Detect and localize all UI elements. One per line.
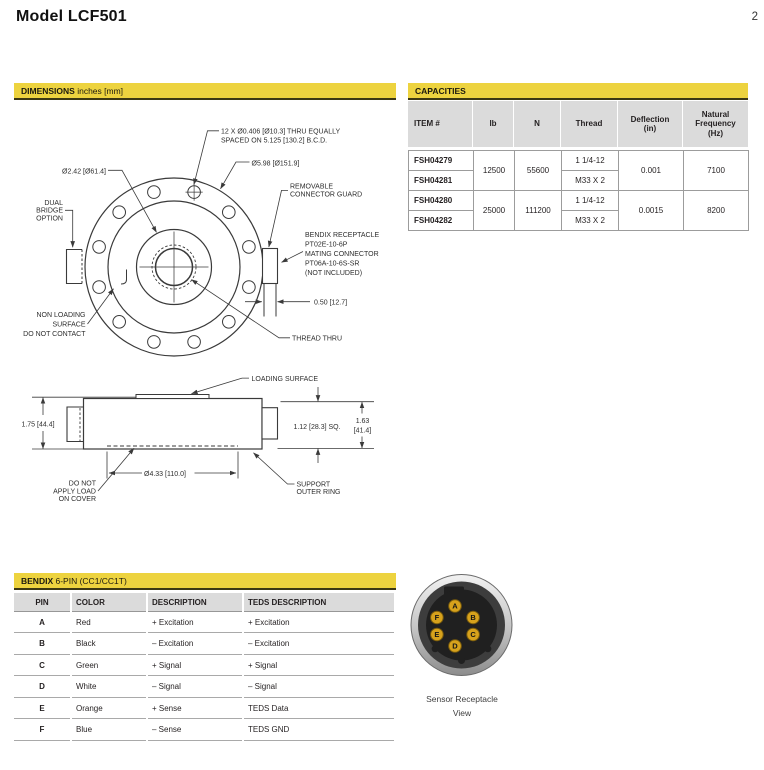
label-guard-width: 0.50 [12.7] (314, 299, 348, 307)
col-header-teds: TEDS DESCRIPTION (244, 593, 394, 612)
label-no-load-1: DO NOT (68, 480, 96, 488)
dimensions-bar-title: DIMENSIONS (21, 86, 75, 96)
pin-table-header (14, 593, 396, 612)
label-bolt-callout-2: SPACED ON 5.125 [130.2] B.C.D. (221, 137, 328, 145)
page-number: 2 (751, 11, 758, 23)
pin-row-a: A Red + Excitation + Excitation (14, 612, 396, 634)
label-thread-thru: THREAD THRU (292, 335, 343, 343)
bendix-panel (14, 573, 396, 741)
sensor-receptacle-figure (399, 567, 525, 689)
label-square: 1.12 [28.3] SQ. (293, 423, 341, 431)
bendix-bar-title: BENDIX (21, 576, 54, 586)
label-support-ring-2: OUTER RING (296, 489, 341, 497)
col-header-lb: lb (473, 101, 513, 147)
item-number: FSH04279 (409, 151, 474, 171)
dimensions-section-bar (14, 83, 396, 100)
label-no-load-2: APPLY LOAD (53, 488, 96, 496)
label-support-ring-1: SUPPORT (296, 481, 331, 489)
deflection-value: 0.001 (619, 151, 684, 191)
capacities-panel (408, 83, 748, 231)
label-non-loading-1: NON LOADING (36, 312, 86, 319)
capacity-lb: 12500 (474, 151, 515, 191)
col-header-n: N (514, 101, 560, 147)
item-number: FSH04282 (409, 211, 474, 231)
pin-row-b: B Black – Excitation – Excitation (14, 633, 396, 655)
label-cover-dia: Ø4.33 [110.0] (144, 470, 186, 478)
label-connector-guard-2: CONNECTOR GUARD (290, 191, 363, 199)
pin-row-c: C Green + Signal + Signal (14, 655, 396, 677)
pin-row-e: E Orange + Sense TEDS Data (14, 698, 396, 720)
col-header-pin: PIN (14, 593, 70, 612)
thread-size: M33 X 2 (562, 211, 619, 231)
col-header-natfreq: Natural Frequency (Hz) (683, 101, 748, 147)
label-receptacle-3: MATING CONNECTOR (305, 251, 379, 258)
label-outer-dia: Ø5.98 [Ø151.9] (251, 160, 300, 168)
table-row (409, 191, 749, 211)
col-header-description: DESCRIPTION (148, 593, 242, 612)
bendix-bar-subtitle: 6-PIN (CC1/CC1T) (55, 576, 127, 586)
label-loading-surface: LOADING SURFACE (251, 375, 319, 383)
capacities-header-row (408, 101, 748, 147)
label-dual-bridge-3: OPTION (36, 215, 63, 223)
pin-d: D (452, 641, 458, 651)
thread-size: 1 1/4-12 (562, 191, 619, 211)
table-row (409, 151, 749, 171)
receptacle-drawing (411, 575, 512, 676)
capacities-section-bar (408, 83, 748, 100)
label-non-loading-2: SURFACE (52, 321, 86, 329)
thread-size: M33 X 2 (562, 171, 619, 191)
label-receptacle-5: (NOT INCLUDED) (305, 270, 363, 278)
col-header-item: ITEM # (408, 101, 472, 147)
side-view (21, 376, 374, 503)
label-hub-dia: Ø2.42 [Ø61.4] (62, 168, 106, 176)
label-non-loading-3: DO NOT CONTACT (23, 331, 86, 339)
col-header-deflection: Deflection (in) (618, 101, 682, 147)
col-header-thread: Thread (561, 101, 617, 147)
pin-e: E (434, 630, 440, 640)
col-header-color: COLOR (72, 593, 146, 612)
capacities-bar-title: CAPACITIES (415, 86, 466, 96)
pin-row-f: F Blue – Sense TEDS GND (14, 719, 396, 741)
label-dual-bridge-1: DUAL (44, 200, 63, 207)
pin-a: A (452, 601, 458, 611)
label-height-total: 1.75 [44.4] (21, 421, 55, 429)
natfreq-value: 8200 (684, 191, 749, 231)
label-connector-guard-1: REMOVABLE (290, 183, 334, 191)
pin-c: C (470, 630, 476, 640)
label-no-load-3: ON COVER (58, 496, 96, 504)
dimensions-bar-subtitle: inches [mm] (77, 86, 124, 96)
label-height-ring-1: 1.63 (355, 417, 370, 425)
capacity-lb: 25000 (474, 191, 515, 231)
capacities-table (408, 150, 749, 231)
pin-f: F (434, 613, 440, 623)
flange-front-view (23, 128, 379, 356)
capacity-n: 55600 (515, 151, 562, 191)
dimension-drawing (0, 100, 400, 512)
label-receptacle-4: PT06A-10-6S-SR (305, 260, 360, 268)
pin-b: B (470, 613, 476, 623)
capacity-n: 111200 (515, 191, 562, 231)
page-title: Model LCF501 (16, 8, 127, 25)
label-receptacle-2: PT02E-10-6P (305, 241, 348, 249)
label-height-ring-2: [41.4] (353, 427, 372, 435)
deflection-value: 0.0015 (619, 191, 684, 231)
natfreq-value: 7100 (684, 151, 749, 191)
receptacle-caption: Sensor Receptacle View (426, 694, 498, 718)
label-receptacle-1: BENDIX RECEPTACLE (305, 231, 380, 239)
item-number: FSH04280 (409, 191, 474, 211)
bendix-section-bar (14, 573, 396, 590)
thread-size: 1 1/4-12 (562, 151, 619, 171)
pin-row-d: D White – Signal – Signal (14, 676, 396, 698)
label-bolt-callout-1: 12 X Ø0.406 [Ø10.3] THRU EQUALLY (221, 128, 341, 136)
label-dual-bridge-2: BRIDGE (36, 207, 63, 215)
item-number: FSH04281 (409, 171, 474, 191)
